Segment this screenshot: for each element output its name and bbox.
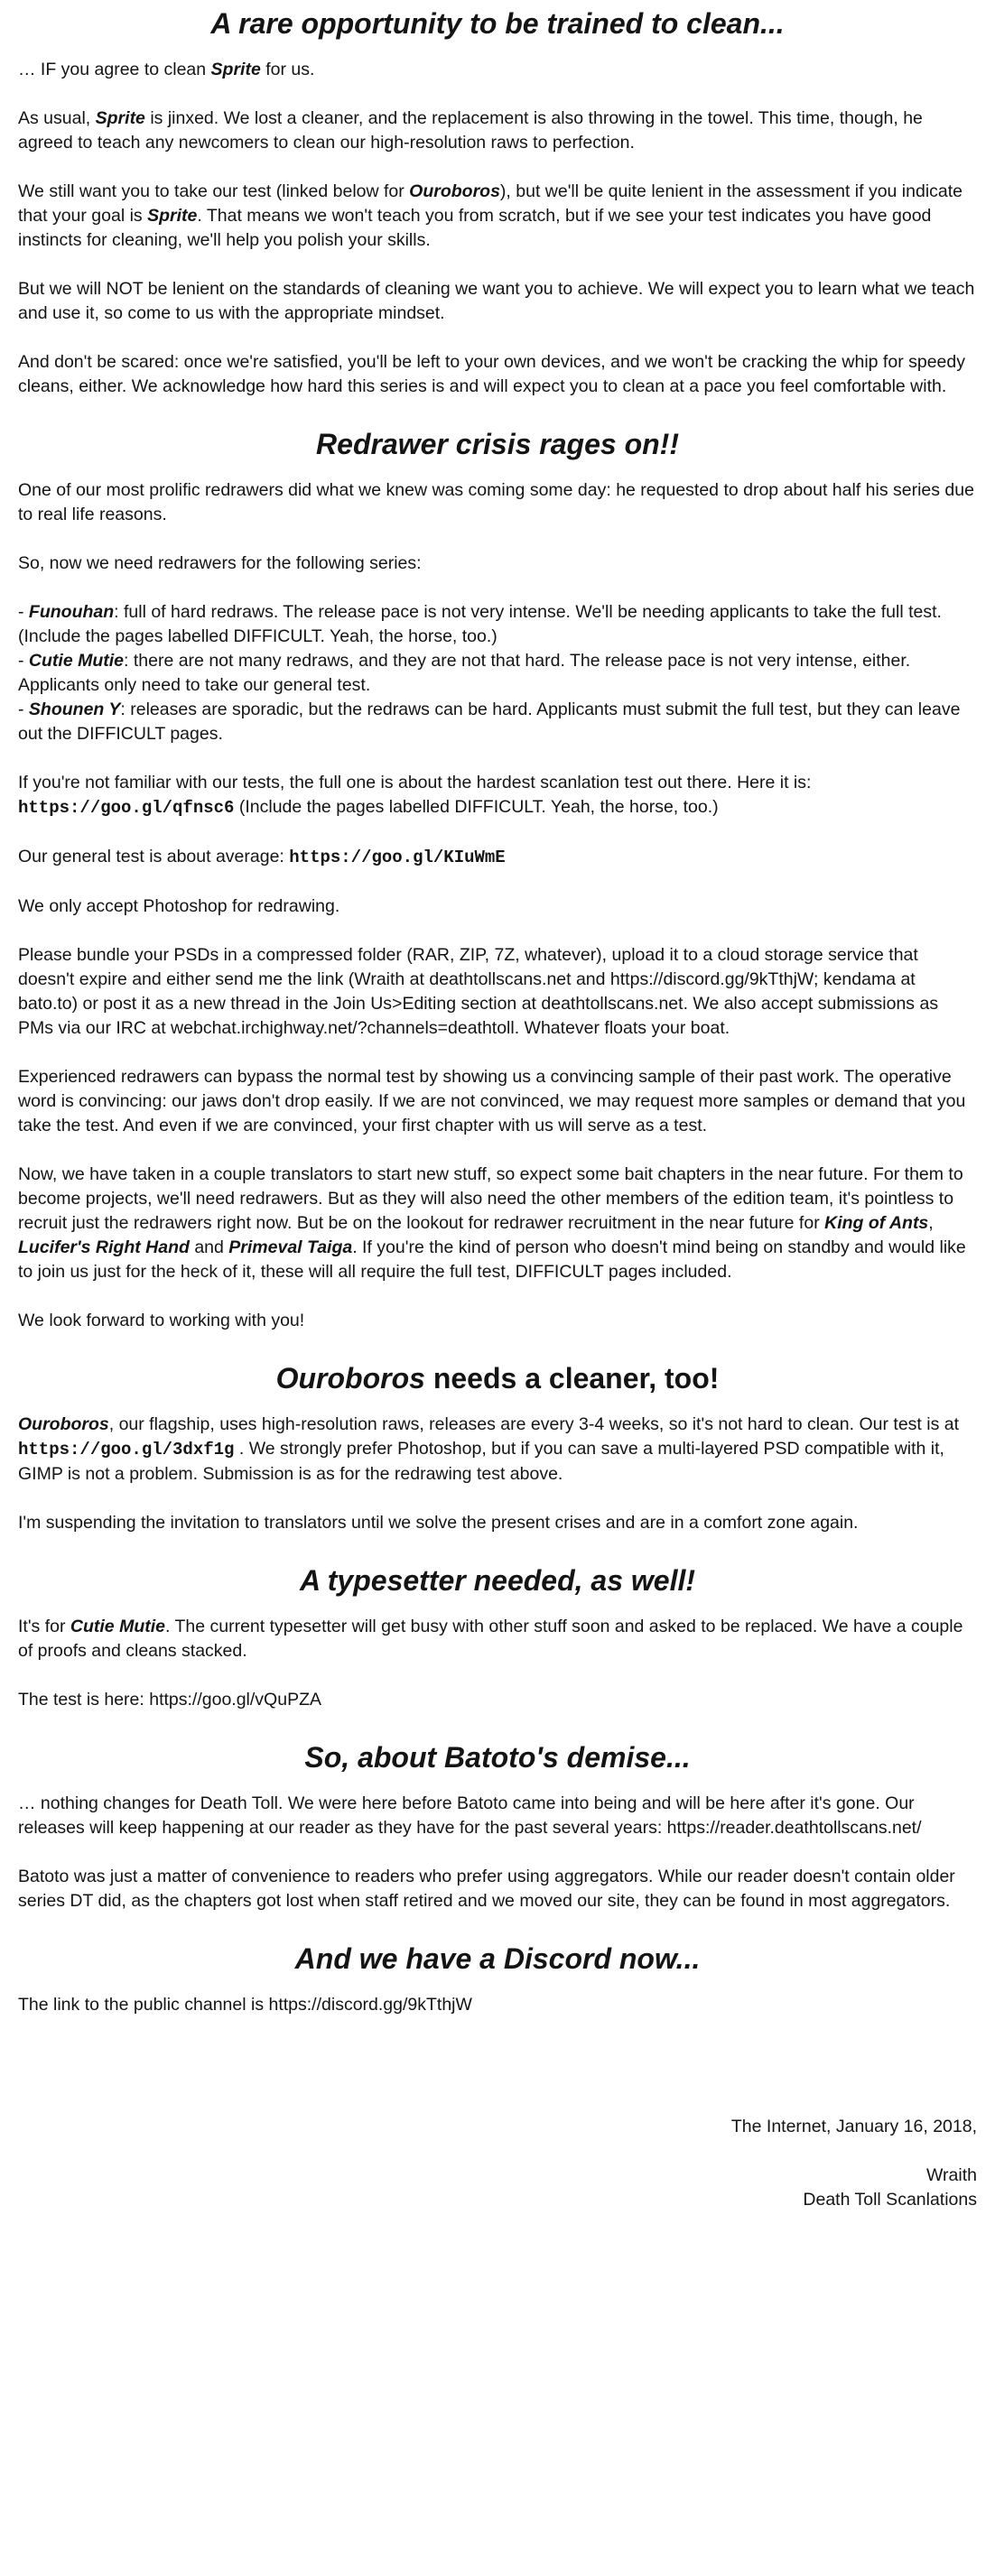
series-title: Shounen Y <box>28 700 121 719</box>
paragraph: So, now we need redrawers for the following series: <box>18 553 422 573</box>
paragraph: And don't be scared: once we're satisfied, you'll be left to your own devices, and we won't be cracking the whip for speedy cleans, either. We acknowledge how hard this series is and will expect you to clean at a pace you feel comfortable with. <box>18 352 965 396</box>
paragraph: Now, we have taken in a couple translators to start new stuff, so expect some bait chapters in the near future. For them to become projects, we'll need redrawers. But as they will also need the other members of the edition team, it's pointless to recruit just the redrawers right now. But be on the lookout for redrawer recruitment in the near future for King of Ants, Lucifer's Right Hand and Primeval Taiga. If you're the kind of person who doesn't mind being on standby and would like to join us just for the heck of it, these will all require the full test, DIFFICULT pages included. <box>18 1164 966 1282</box>
paragraph: If you're not familiar with our tests, the full one is about the hardest scanlation test out there. Here it is: https://goo.gl/qfnsc6 (Include the pages labelled DIFFICULT. Yeah, the horse, too.) <box>18 773 812 818</box>
paragraph: I'm suspending the invitation to translators until we solve the present crises and are in a comfort zone again. <box>18 1513 859 1533</box>
paragraph: … nothing changes for Death Toll. We were here before Batoto came into being and will be here after it's gone. Our releases will keep happening at our reader as they have for the past several years: https://reader.deathtollscans.net/ <box>18 1793 922 1838</box>
full-test-link[interactable]: https://goo.gl/qfnsc6 <box>18 798 235 818</box>
signature-group: Death Toll Scanlations <box>803 2190 977 2210</box>
paragraph: Our general test is about average: https://goo.gl/KIuWmE <box>18 847 506 867</box>
paragraph: Experienced redrawers can bypass the normal test by showing us a convincing sample of their past work. The operative word is convincing: our jaws don't drop easily. If we are not convinced, we may request more samples or demand that you take the test. And even if we are convinced, your first chapter with us will serve as a test. <box>18 1067 966 1135</box>
paragraph: We only accept Photoshop for redrawing. <box>18 896 340 916</box>
paragraph: … IF you agree to clean Sprite for us. <box>18 60 315 79</box>
list-item: - Funouhan: full of hard redraws. The release pace is not very intense. We'll be needing applicants to take the full test. (Include the pages labelled DIFFICULT. Yeah, the horse, too.) <box>18 602 942 646</box>
paragraph: The test is here: https://goo.gl/vQuPZA <box>18 1690 321 1710</box>
cleaning-test-link[interactable]: https://goo.gl/3dxf1g <box>18 1440 235 1459</box>
heading-ouroboros-cleaner: Ouroboros needs a cleaner, too! <box>275 1362 720 1395</box>
series-title: Cutie Mutie <box>28 651 125 671</box>
signature-name: Wraith <box>926 2165 977 2185</box>
list-item: - Shounen Y: releases are sporadic, but the redraws can be hard. Applicants must submit the full test, but they can leave out the DIFFICULT pages. <box>18 700 961 744</box>
series-title: Sprite <box>95 108 145 128</box>
paragraph: As usual, Sprite is jinxed. We lost a cleaner, and the replacement is also throwing in the towel. This time, though, he agreed to teach any newcomers to clean our high-resolution raws to perfection. <box>18 108 923 153</box>
paragraph: But we will NOT be lenient on the standards of cleaning we want you to achieve. We will expect you to learn what we teach and use it, so come to us with the appropriate mindset. <box>18 279 975 323</box>
paragraph: It's for Cutie Mutie. The current typesetter will get busy with other stuff soon and asked to be replaced. We have a couple of proofs and cleans stacked. <box>18 1617 963 1661</box>
paragraph: We look forward to working with you! <box>18 1311 305 1330</box>
general-test-link[interactable]: https://goo.gl/KIuWmE <box>289 848 506 867</box>
series-title: Ouroboros <box>409 181 500 201</box>
series-title: Funouhan <box>28 602 115 622</box>
series-title: Cutie Mutie <box>70 1617 165 1636</box>
heading-batoto: So, about Batoto's demise... <box>304 1741 691 1774</box>
paragraph: Please bundle your PSDs in a compressed folder (RAR, ZIP, 7Z, whatever), upload it to a cloud storage service that doesn't expire and either send me the link (Wraith at deathtollscans.net and https://discord.gg/9kTthjW; kendama at bato.to) or post it as a new thread in the Join Us>Editing section at deathtollscans.net. We also accept submissions as PMs via our IRC at webchat.irchighway.net/?channels=deathtoll. Whatever floats your boat. <box>18 945 939 1038</box>
heading-typesetter: A typesetter needed, as well! <box>299 1564 696 1597</box>
paragraph: One of our most prolific redrawers did what we knew was coming some day: he requested to drop about half his series due to real life reasons. <box>18 480 974 524</box>
paragraph: Batoto was just a matter of convenience to readers who prefer using aggregators. While our reader doesn't contain older series DT did, as the chapters got lost when staff retired and we moved our site, they can be found in most aggregators. <box>18 1867 955 1911</box>
paragraph: We still want you to take our test (linked below for Ouroboros), but we'll be quite lenient in the assessment if you indicate that your goal is Sprite. That means we won't teach you from scratch, but if we see your test indicates you have good instincts for cleaning, we'll help you polish your skills. <box>18 181 963 250</box>
heading-cleaner-training: A rare opportunity to be trained to clean... <box>210 7 785 40</box>
heading-discord: And we have a Discord now... <box>294 1942 701 1975</box>
paragraph: The link to the public channel is https://discord.gg/9kTthjW <box>18 1995 472 2015</box>
list-item: - Cutie Mutie: there are not many redraws, and they are not that hard. The release pace is not very intense, either. Applicants only need to take our general test. <box>18 651 911 695</box>
paragraph: Ouroboros, our flagship, uses high-resolution raws, releases are every 3-4 weeks, so it's not hard to clean. Our test is at https://goo.gl/3dxf1g . We strongly prefer Photoshop, but if you can save a multi-layered PSD compatible with it, GIMP is not a problem. Submission is as for the redrawing test above. <box>18 1414 960 1484</box>
series-title: Sprite <box>147 206 198 226</box>
series-title: Sprite <box>210 60 261 79</box>
heading-redrawer-crisis: Redrawer crisis rages on!! <box>316 428 679 460</box>
signature-date: The Internet, January 16, 2018, <box>730 2117 977 2136</box>
series-title: Lucifer's Right Hand <box>18 1237 190 1257</box>
series-title: Primeval Taiga <box>228 1237 353 1257</box>
series-title: Ouroboros <box>18 1414 109 1434</box>
series-title: King of Ants <box>824 1213 929 1233</box>
